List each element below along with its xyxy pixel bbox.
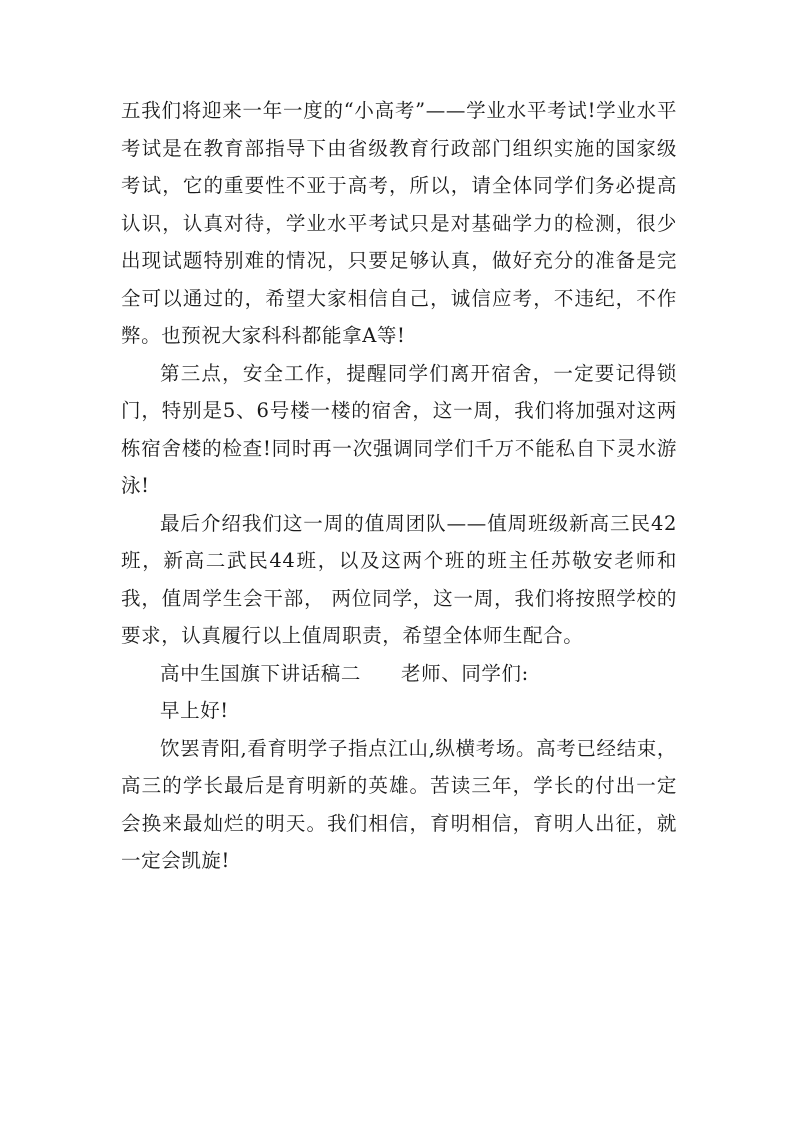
speech-salutation: 老师、同学们: <box>401 661 529 685</box>
speech-greeting: 早上好! <box>160 699 229 722</box>
paragraph-safety: 第三点，安全工作，提醒同学们离开宿舍，一定要记得锁门，特别是5、6号楼一楼的宿舍，这一周，我们将加强对这两栋宿舍楼的检查!同时再一次强调同学们千万不能私自下灵水游泳! <box>121 361 677 497</box>
document-body <box>121 92 677 880</box>
speech-heading-line <box>121 655 677 693</box>
paragraph-exam: 五我们将迎来一年一度的“小高考”——学业水平考试!学业水平考试是在教育部指导下由省级教育行政部门组织实施的国家级考试，它的重要性不亚于高考，所以，请全体同学们务必提高认识，认真对待，学业水平考试只是对基础学力的检测，很少出现试题特别难的情况，只要足够认真，做好充分的准备是完全可以通过的，希望大家相信自己，诚信应考，不违纪，不作弊。也预祝大家科科都能拿A等! <box>121 99 677 347</box>
paragraph-gaokao: 饮罢青阳,看育明学子指点江山,纵横考场。高考已经结束，高三的学长最后是育明新的英雄。苦读三年，学长的付出一定会换来最灿烂的明天。我们相信，育明相信，育明人出征，就一定会凯旋! <box>121 736 677 872</box>
speech-title: 高中生国旗下讲话稿二 <box>160 661 362 685</box>
paragraph-duty-team: 最后介绍我们这一周的值周团队——值周班级新高三民42班，新高二武民44班，以及这两个班的班主任苏敬安老师和我，值周学生会干部， 两位同学，这一周，我们将按照学校的要求，认真履行以上值周职责，希望全体师生配合。 <box>121 511 677 647</box>
